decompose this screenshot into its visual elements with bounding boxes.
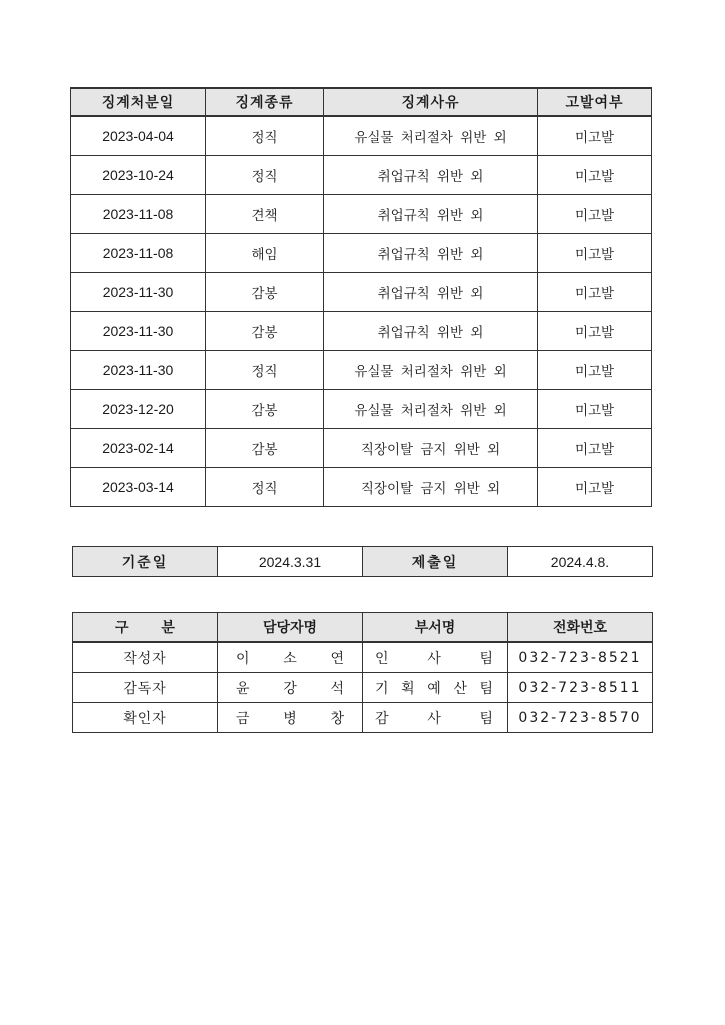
name-char: 소 — [283, 650, 297, 667]
cell-type: 정직 — [206, 116, 324, 156]
table-row — [71, 156, 652, 195]
cell-prosecution: 미고발 — [538, 468, 652, 507]
date-table — [72, 546, 653, 577]
dept-char: 팀 — [479, 710, 493, 727]
contact-department — [363, 703, 508, 733]
contact-row — [73, 703, 653, 733]
table-row — [71, 429, 652, 468]
cell-reason: 직장이탈 금지 위반 외 — [324, 468, 538, 507]
cell-type: 정직 — [206, 156, 324, 195]
cell-date: 2023-11-08 — [71, 195, 206, 234]
dept-char: 팀 — [479, 680, 493, 697]
table-row — [71, 273, 652, 312]
submit-date-label: 제출일 — [363, 547, 508, 577]
name-char: 석 — [330, 680, 344, 697]
base-date-value: 2024.3.31 — [218, 547, 363, 577]
cell-type: 감봉 — [206, 429, 324, 468]
contact-department — [363, 642, 508, 673]
disciplinary-table — [70, 87, 652, 507]
cell-reason: 유실물 처리절차 위반 외 — [324, 116, 538, 156]
cell-date: 2023-02-14 — [71, 429, 206, 468]
cell-type: 정직 — [206, 468, 324, 507]
contact-role: 감독자 — [73, 673, 218, 703]
cell-reason: 취업규칙 위반 외 — [324, 234, 538, 273]
cell-date: 2023-12-20 — [71, 390, 206, 429]
name-char: 병 — [283, 710, 297, 727]
header-phone: 전화번호 — [508, 613, 653, 643]
dept-char: 산 — [453, 680, 467, 697]
dept-char: 사 — [427, 710, 441, 727]
contact-name — [218, 642, 363, 673]
name-char: 금 — [236, 710, 250, 727]
cell-prosecution: 미고발 — [538, 273, 652, 312]
cell-prosecution: 미고발 — [538, 116, 652, 156]
contact-phone: 032-723-8570 — [508, 703, 653, 733]
cell-type: 감봉 — [206, 273, 324, 312]
contact-name — [218, 703, 363, 733]
header-person: 담당자명 — [218, 613, 363, 643]
name-char: 윤 — [236, 680, 250, 697]
cell-prosecution: 미고발 — [538, 156, 652, 195]
dept-char: 팀 — [479, 650, 493, 667]
header-category: 구 분 — [73, 613, 218, 643]
contact-role: 작성자 — [73, 642, 218, 673]
dept-char: 감 — [375, 710, 389, 727]
cell-prosecution: 미고발 — [538, 234, 652, 273]
header-type: 징계종류 — [206, 88, 324, 116]
dept-char: 획 — [401, 680, 415, 697]
table-row — [71, 390, 652, 429]
contact-name — [218, 673, 363, 703]
cell-reason: 취업규칙 위반 외 — [324, 195, 538, 234]
cell-prosecution: 미고발 — [538, 195, 652, 234]
contact-row — [73, 642, 653, 673]
cell-date: 2023-11-08 — [71, 234, 206, 273]
submit-date-value: 2024.4.8. — [508, 547, 653, 577]
name-char: 강 — [283, 680, 297, 697]
contact-table — [72, 612, 653, 733]
cell-reason: 취업규칙 위반 외 — [324, 156, 538, 195]
header-date: 징계처분일 — [71, 88, 206, 116]
table-header-row — [71, 88, 652, 116]
cell-prosecution: 미고발 — [538, 312, 652, 351]
cell-date: 2023-11-30 — [71, 312, 206, 351]
contact-phone: 032-723-8511 — [508, 673, 653, 703]
cell-type: 해임 — [206, 234, 324, 273]
dept-char: 사 — [427, 650, 441, 667]
header-reason: 징계사유 — [324, 88, 538, 116]
dept-char: 기 — [375, 680, 389, 697]
cell-type: 감봉 — [206, 312, 324, 351]
header-prosecution: 고발여부 — [538, 88, 652, 116]
table-row — [71, 234, 652, 273]
cell-reason: 직장이탈 금지 위반 외 — [324, 429, 538, 468]
cell-date: 2023-03-14 — [71, 468, 206, 507]
contact-department — [363, 673, 508, 703]
name-char: 연 — [330, 650, 344, 667]
table-row — [71, 195, 652, 234]
contact-phone: 032-723-8521 — [508, 642, 653, 673]
header-department: 부서명 — [363, 613, 508, 643]
cell-type: 감봉 — [206, 390, 324, 429]
cell-date: 2023-11-30 — [71, 351, 206, 390]
contact-header-row — [73, 613, 653, 643]
cell-date: 2023-04-04 — [71, 116, 206, 156]
contact-row — [73, 673, 653, 703]
dept-char: 예 — [427, 680, 441, 697]
name-char: 이 — [236, 650, 250, 667]
cell-reason: 유실물 처리절차 위반 외 — [324, 390, 538, 429]
cell-date: 2023-11-30 — [71, 273, 206, 312]
cell-prosecution: 미고발 — [538, 390, 652, 429]
name-char: 창 — [330, 710, 344, 727]
cell-reason: 유실물 처리절차 위반 외 — [324, 351, 538, 390]
cell-prosecution: 미고발 — [538, 351, 652, 390]
cell-type: 정직 — [206, 351, 324, 390]
table-row — [71, 468, 652, 507]
contact-role: 확인자 — [73, 703, 218, 733]
table-row — [71, 312, 652, 351]
cell-reason: 취업규칙 위반 외 — [324, 273, 538, 312]
table-row — [71, 351, 652, 390]
cell-date: 2023-10-24 — [71, 156, 206, 195]
cell-reason: 취업규칙 위반 외 — [324, 312, 538, 351]
cell-type: 견책 — [206, 195, 324, 234]
dept-char: 인 — [375, 650, 389, 667]
base-date-label: 기준일 — [73, 547, 218, 577]
table-row — [71, 116, 652, 156]
cell-prosecution: 미고발 — [538, 429, 652, 468]
